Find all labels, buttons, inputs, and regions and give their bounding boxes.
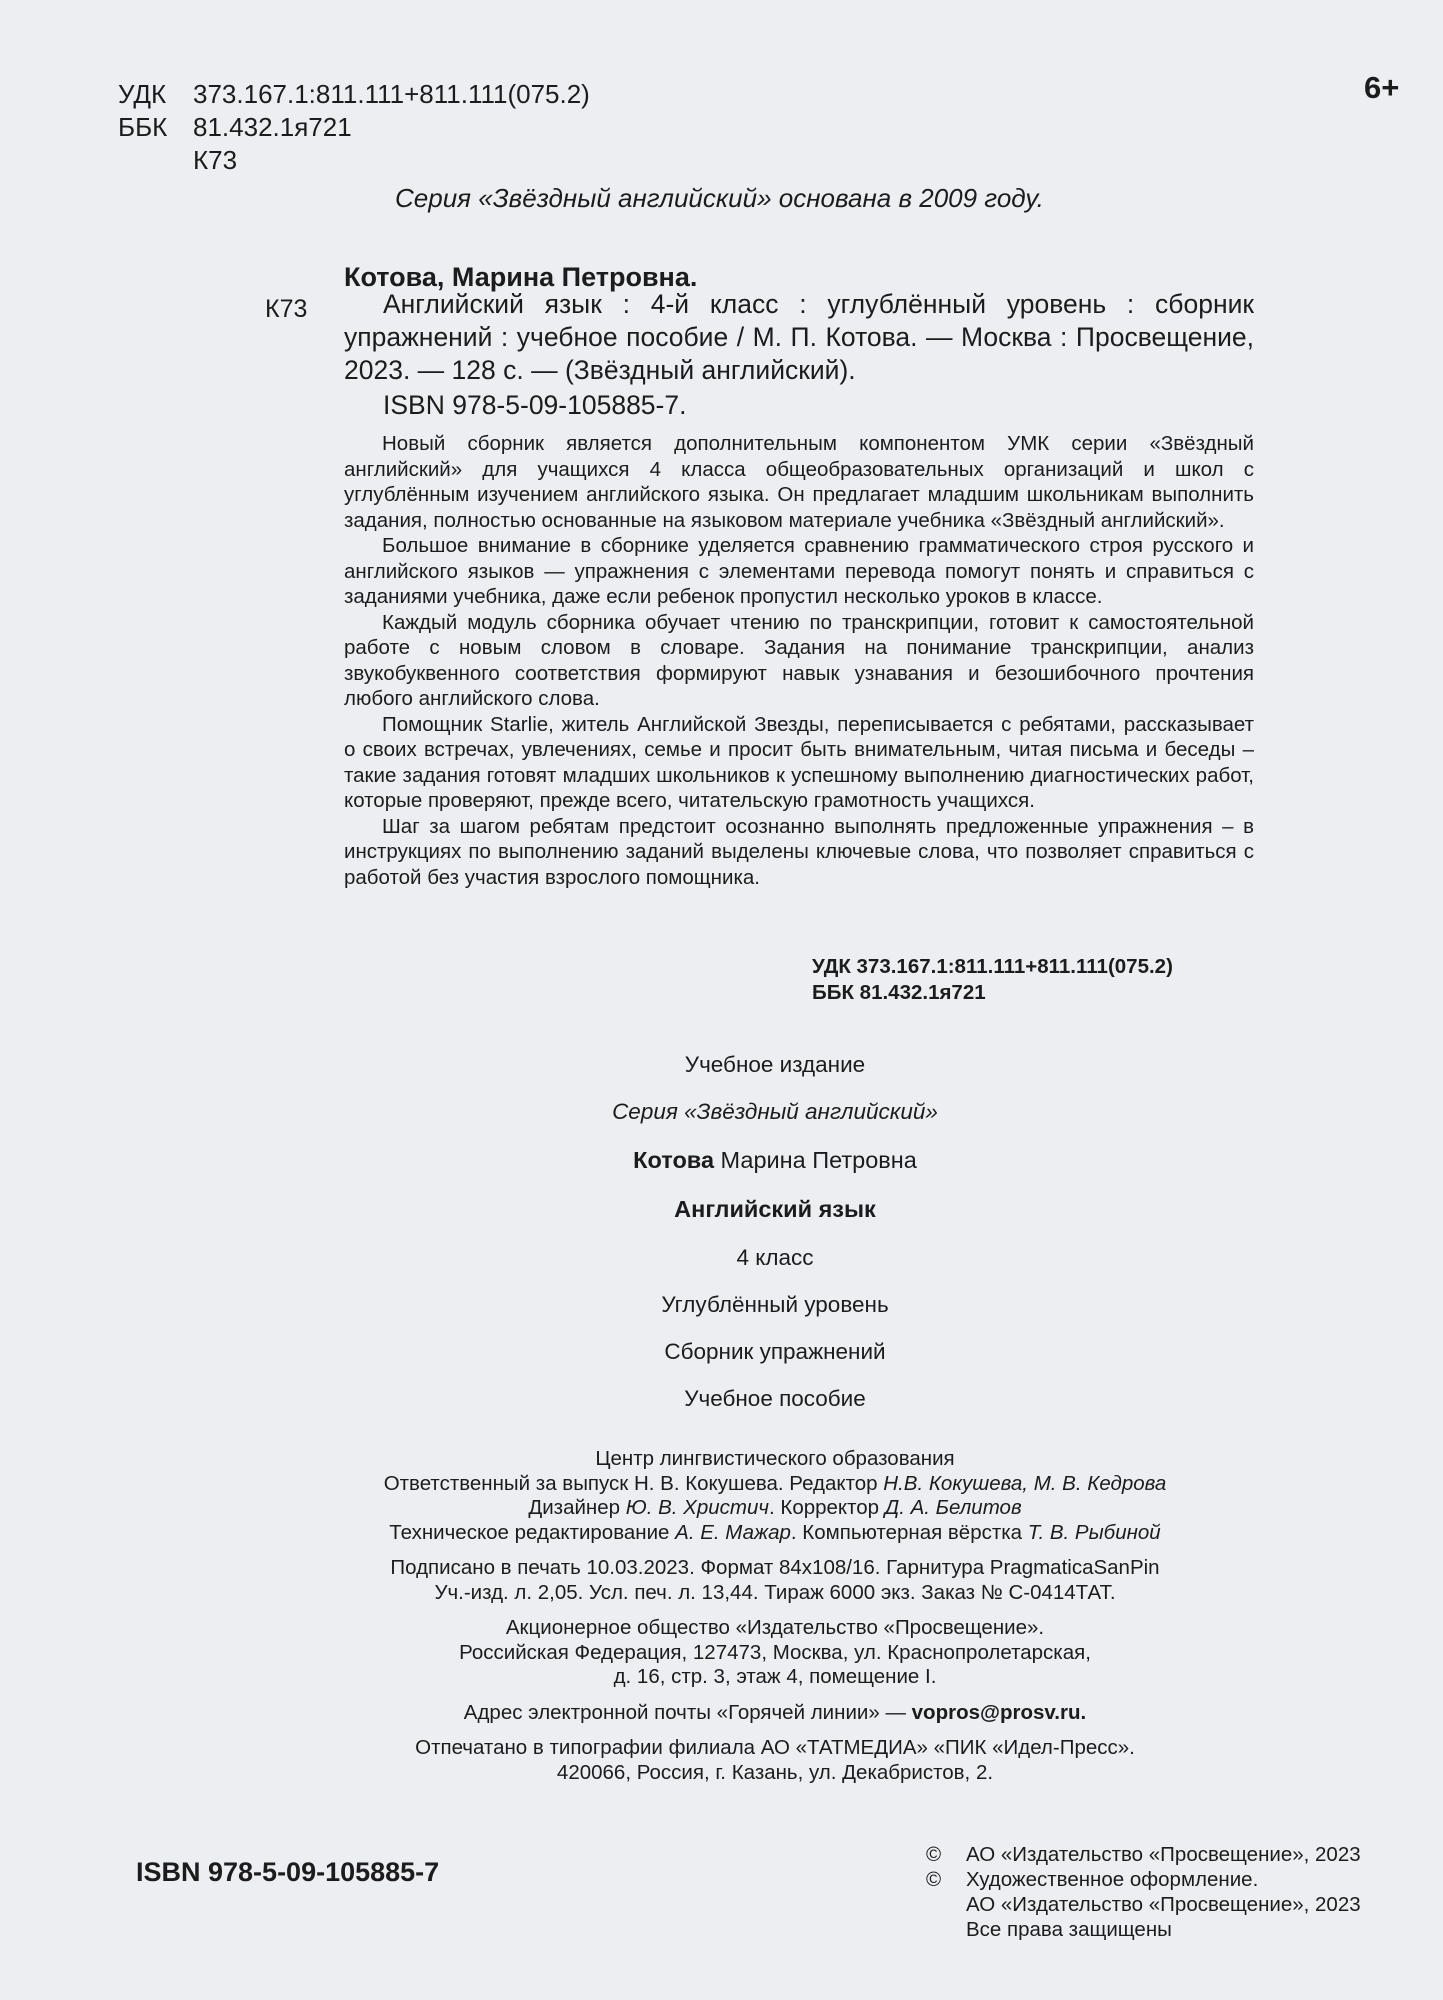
imprint-signed: Подписано в печать 10.03.2023. Формат 84x108/16. Гарнитура PragmaticaSanPin <box>390 1556 1160 1579</box>
imprint <box>255 1447 1295 1785</box>
rights-line: Все права защищены <box>966 1918 1172 1941</box>
author-mark-row <box>118 144 590 177</box>
publisher-address-2: д. 16, стр. 3, этаж 4, помещение I. <box>613 1665 937 1688</box>
udk-label: УДК <box>118 79 167 109</box>
printer-address: 420066, Россия, г. Казань, ул. Декабристов, 2. <box>556 1760 994 1784</box>
edition-level: Углублённый уровень <box>661 1292 889 1317</box>
publisher-line: Акционерное общество «Издательство «Просвещение». <box>505 1616 1045 1639</box>
author-mark-side: К73 <box>265 295 308 323</box>
isbn-footer: ISBN 978-5-09-105885-7 <box>136 1857 440 1887</box>
series-note: Серия «Звёздный английский» основана в 2009 году. <box>395 183 1044 213</box>
copyright-icon: © <box>926 1843 942 1866</box>
record-description: Английский язык : 4-й класс : углублённый уровень : сборник упражнений : учебное пособие / М. П. Котова. — Москва : Просвещение, 2023. — 128 с. — (Звёздный английский). <box>344 289 1254 385</box>
abstract-paragraph: Шаг за шагом ребятам предстоит осознанно выполнять предложенные упражнения – в инструкциях по выполнению заданий выделены ключевые слова, что позволяет справиться с работой без участия взрослого помощника. <box>344 814 1254 889</box>
copyright-block <box>926 1842 1361 1942</box>
copyright-line: АО «Издательство «Просвещение», 2023 <box>966 1893 1361 1916</box>
edition-info <box>393 1050 1157 1413</box>
udk-code: УДК 373.167.1:811.111+811.111(075.2) <box>812 955 1173 978</box>
edition-kind: Сборник упражнений <box>664 1339 886 1364</box>
copyright-line: © АО «Издательство «Просвещение», 2023 <box>926 1843 1361 1866</box>
record-isbn: ISBN 978-5-09-105885-7. <box>383 390 687 420</box>
imprint-responsible: Ответственный за выпуск Н. В. Кокушева. Редактор Н.В. Кокушева, М. В. Кедрова <box>383 1471 1167 1495</box>
imprint-tech: Техническое редактирование А. Е. Мажар. Компьютерная вёрстка Т. В. Рыбиной <box>389 1520 1161 1544</box>
copyright-line: © Художественное оформление. <box>926 1868 1259 1891</box>
edition-purpose: Учебное пособие <box>684 1386 866 1411</box>
publisher-address: Российская Федерация, 127473, Москва, ул. Краснопролетарская, <box>459 1640 1091 1664</box>
edition-series: Серия «Звёздный английский» <box>612 1099 938 1124</box>
edition-type: Учебное издание <box>684 1052 866 1077</box>
abstract <box>344 431 1254 890</box>
age-rating: 6+ <box>1364 70 1400 105</box>
email-link: vopros@prosv.ru. <box>911 1700 1087 1724</box>
edition-author-surname: Котова <box>633 1147 715 1173</box>
abstract-paragraph: Новый сборник является дополнительным компонентом УМК серии «Звёздный английский» для учащихся 4 класса общеобразовательных организаций и школ с углублённым изучением английского языка. Он предлагает младшим школьникам выполнить задания, полностью основанные на языковом материале учебника «Звёздный английский». <box>344 432 1254 532</box>
hotline-email: Адрес электронной почты «Горячей линии» — vopros@prosv.ru. <box>463 1700 1087 1724</box>
abstract-paragraph: Большое внимание в сборнике уделяется сравнению грамматического строя русского и английского языков — упражнения с элементами перевода помогут понять и справиться с заданиями учебника, даже если ребенок пропустил несколько уроков в классе. <box>344 534 1254 608</box>
author-mark: К73 <box>193 145 238 175</box>
copyright-icon: © <box>926 1868 942 1891</box>
classification-header <box>118 78 590 177</box>
abstract-paragraph: Каждый модуль сборника обучает чтению по транскрипции, готовит к самостоятельной работе с новым словом в словаре. Задания на понимание транскрипции, анализ звукобуквенного соответствия формируют навык узнавания и безошибочного прочтения любого английского слова. <box>344 610 1254 710</box>
record-author: Котова, Марина Петровна. <box>344 262 698 292</box>
bbk-row <box>118 111 590 144</box>
imprint-designer: Дизайнер Ю. В. Христич. Корректор Д. А. Белитов <box>528 1496 1022 1519</box>
imprint-print-data: Уч.-изд. л. 2,05. Усл. печ. л. 13,44. Тираж 6000 экз. Заказ № С-0414ТАТ. <box>434 1580 1116 1604</box>
bbk-label: ББК <box>118 112 168 142</box>
udk-row <box>118 78 590 111</box>
bbk-value: 81.432.1я721 <box>193 112 352 142</box>
imprint-center: Центр лингвистического образования <box>595 1447 955 1470</box>
abstract-paragraph: Помощник Starlie, житель Английской Звезды, переписывается с ребятами, рассказывает о своих встречах, увлечениях, семье и просит быть внимательным, читая письма и беседы – такие задания готовят младших школьников к успешному выполнению диагностических работ, которые проверяют, прежде всего, читательскую грамотность учащихся. <box>344 712 1254 812</box>
edition-author <box>393 1146 1157 1175</box>
edition-author-name: Марина Петровна <box>714 1147 917 1173</box>
bbk-code: ББК 81.432.1я721 <box>812 981 986 1004</box>
edition-grade: 4 класс <box>736 1245 814 1270</box>
classification-footer <box>812 954 1173 1006</box>
imprint-editors: Н.В. Кокушева, М. В. Кедрова <box>883 1471 1167 1495</box>
edition-title: Английский язык <box>674 1196 876 1222</box>
udk-value: 373.167.1:811.111+811.111(075.2) <box>193 79 590 109</box>
printer-line: Отпечатано в типографии филиала АО «ТАТМЕДИА» «ПИК «Идел-Пресс». <box>415 1736 1135 1759</box>
